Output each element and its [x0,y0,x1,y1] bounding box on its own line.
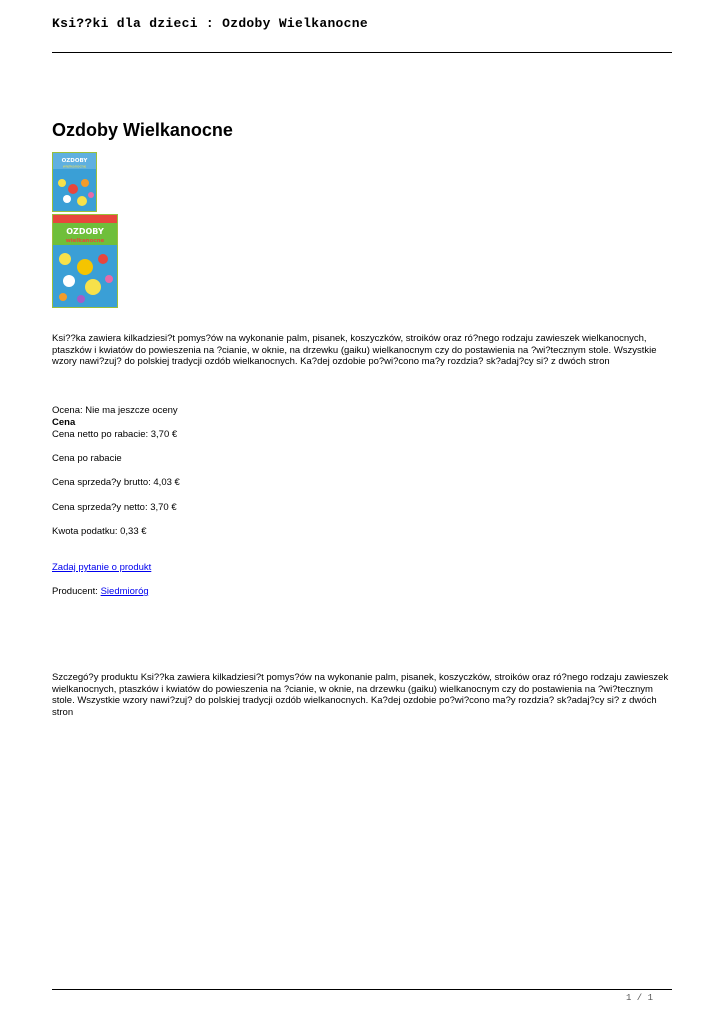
price-after-discount: Cena po rabacie [52,453,122,464]
producer-link[interactable]: Siedmioróg [100,586,149,597]
page-title: Ozdoby Wielkanocne [52,120,233,140]
product-details: Szczegó?y produktu Ksi??ka zawiera kilkadziesi?t pomys?ów na wykonanie palm, pisanek, koszyczków, stroików oraz ró?nego rodzaju zawieszek wielkanocnych, ptaszków i kwiatów do powieszenia na ?cianie, w oknie, na drzewku (gaiku) wielkanocnym czy do postawienia na ?wi?tecznym stole. Wszystkie wzory nawi?zuj? do polskiej tradycji ozdób wielkanocnych. Ka?dej ozdobie po?wi?cono ma?y rozdzia? sk?adaj?cy si? z dwóch stron [52,672,669,719]
book-cover-image [53,153,96,211]
cover-large-subtitle: wielkanocne [65,238,105,244]
header-rule [52,52,672,53]
cover-small-subtitle: wielkanocne [62,163,87,169]
rating-text: Ocena: Nie ma jeszcze oceny [52,405,178,416]
book-cover-thumbnail[interactable] [52,152,97,212]
header-title: Ksi??ki dla dzieci : Ozdoby Wielkanocne [52,16,368,31]
page-number: 1 / 1 [626,993,654,1003]
product-description: Ksi??ka zawiera kilkadziesi?t pomys?ów na wykonanie palm, pisanek, koszyczków, stroików oraz ró?nego rodzaju zawieszek wielkanocnych, ptaszków i kwiatów do powieszenia na ?cianie, w oknie, na drzewku (gaiku) wielkanocnym czy do postawienia na ?wi?tecznym stole. Wszystkie wzory nawi?zuj? do polskiej tradycji ozdób wielkanocnych. Ka?dej ozdobie po?wi?cono ma?y rozdzia? sk?adaj?cy si? z dwóch stron [52,333,657,368]
ask-question-link[interactable]: Zadaj pytanie o produkt [52,562,152,573]
tax-amount: Kwota podatku: 0,33 € [52,526,147,537]
book-cover-image [53,215,117,307]
book-cover-large[interactable] [52,214,118,308]
ask-question-row [52,562,151,573]
price-heading: Cena [52,417,76,428]
producer-row [52,586,149,597]
net-price-after-discount: Cena netto po rabacie: 3,70 € [52,429,178,440]
footer-rule [52,989,672,990]
gross-sale-price: Cena sprzeda?y brutto: 4,03 € [52,477,180,488]
producer-label: Producent: [52,586,101,597]
cover-large-title: OZDOBY [66,227,104,236]
cover-small-title: OZDOBY [61,158,88,164]
net-sale-price: Cena sprzeda?y netto: 3,70 € [52,502,177,513]
